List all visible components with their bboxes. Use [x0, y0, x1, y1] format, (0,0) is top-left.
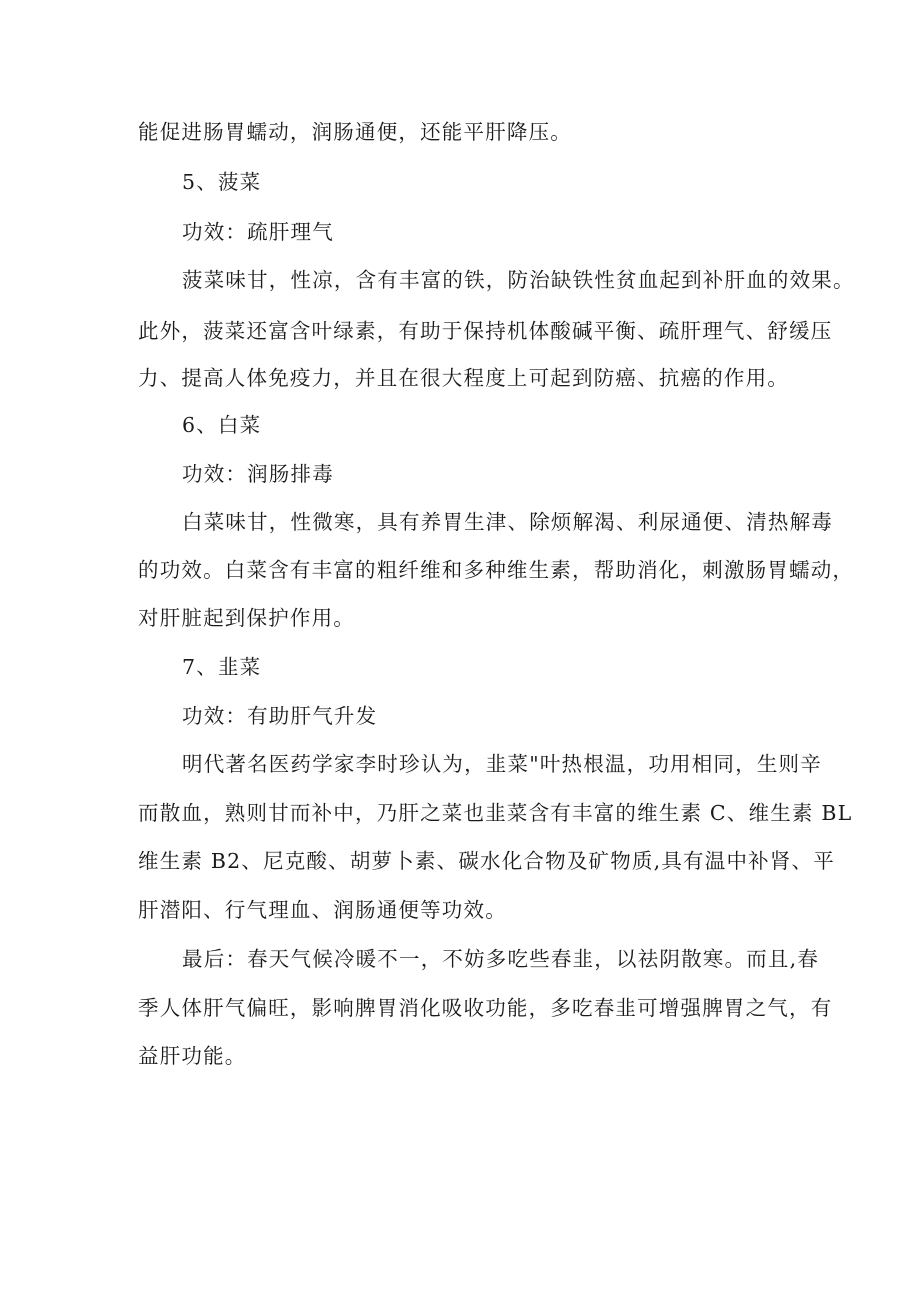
paragraph-line: 对肝脏起到保护作用。: [138, 606, 355, 630]
paragraph-line: 的功效。白菜含有丰富的粗纤维和多种维生素，帮助消化，刺激肠胃蠕动，: [138, 558, 855, 582]
paragraph-line: 维生素 B2、尼克酸、胡萝卜素、碳水化合物及矿物质,具有温中补肾、平: [138, 849, 835, 873]
paragraph-line: 白菜味甘，性微寒，具有养胃生津、除烦解渴、利尿通便、清热解毒: [182, 510, 833, 534]
paragraph-line: 此外，菠菜还富含叶绿素，有助于保持机体酸碱平衡、疏肝理气、舒缓压: [138, 319, 833, 343]
paragraph-line: 而散血，熟则甘而补中，乃肝之菜也韭菜含有丰富的维生素 C、维生素 BL: [138, 801, 853, 825]
paragraph-line: 最后：春天气候冷暖不一，不妨多吃些春韭，以祛阴散寒。而且,春: [182, 947, 820, 971]
effect-heading: 功效：有助肝气升发: [182, 704, 378, 728]
effect-heading: 功效：润肠排毒: [182, 462, 334, 486]
section-heading-cabbage: 6、白菜: [182, 413, 262, 437]
paragraph-line: 菠菜味甘，性凉，含有丰富的铁，防治缺铁性贫血起到补肝血的效果。: [182, 268, 855, 292]
section-heading-spinach: 5、菠菜: [182, 170, 262, 194]
paragraph-line: 明代著名医药学家李时珍认为，韭菜"叶热根温，功用相同，生则辛: [182, 752, 822, 776]
paragraph-line: 益肝功能。: [138, 1044, 247, 1068]
paragraph-line: 季人体肝气偏旺，影响脾胃消化吸收功能，多吃春韭可增强脾胃之气，有: [138, 996, 833, 1020]
effect-heading: 功效：疏肝理气: [182, 220, 334, 244]
paragraph-line: 能促进肠胃蠕动，润肠通便，还能平肝降压。: [138, 120, 572, 144]
section-heading-chives: 7、韭菜: [182, 655, 262, 679]
paragraph-line: 力、提高人体免疫力，并且在很大程度上可起到防癌、抗癌的作用。: [138, 366, 789, 390]
paragraph-line: 肝潜阳、行气理血、润肠通便等功效。: [138, 898, 507, 922]
